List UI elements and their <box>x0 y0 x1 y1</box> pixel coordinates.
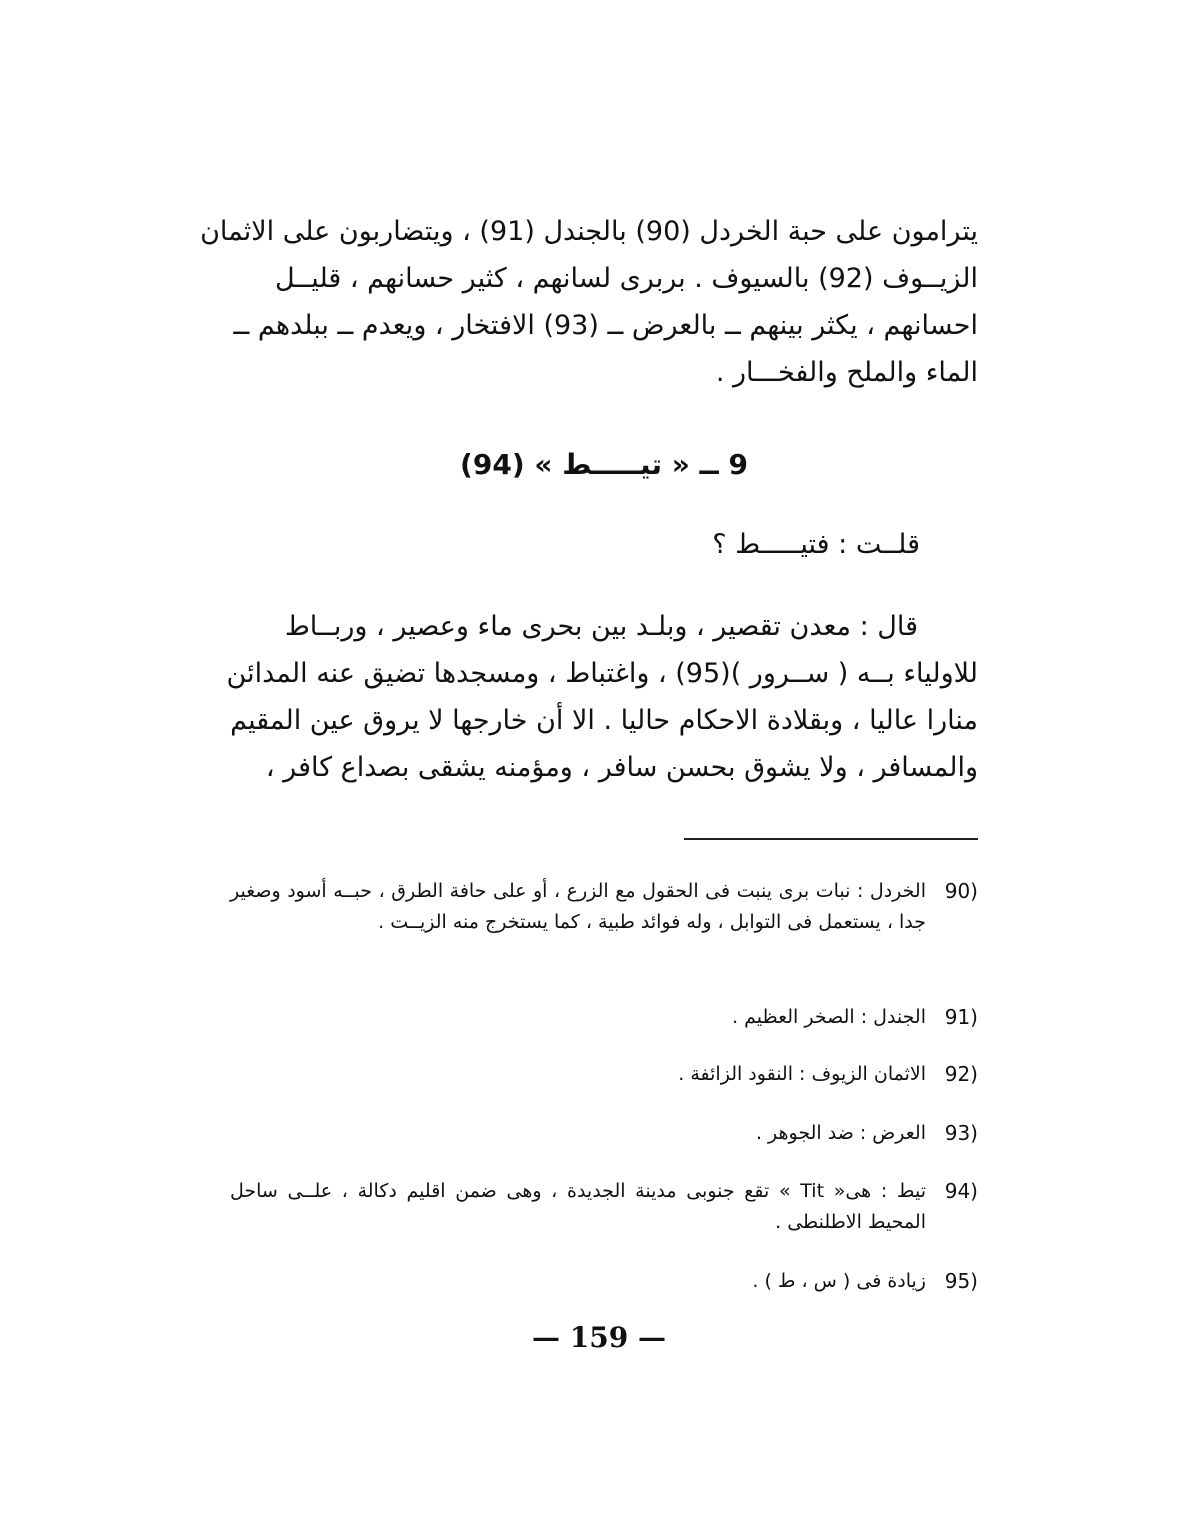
footnote <box>230 1059 978 1090</box>
paragraph-line: الزيــوف (92) بالسيوف . بربرى لسانهم ، كثير حسانهم ، قليــل <box>275 263 978 294</box>
footnote-divider <box>684 838 978 840</box>
footnote <box>230 1118 978 1149</box>
footnote <box>230 1266 978 1297</box>
paragraph-line: منارا عاليا ، وبقلادة الاحكام حاليا . الا أن خارجها لا يروق عين المقيم <box>230 705 978 736</box>
paragraph-line: يترامون على حبة الخردل (90) بالجندل (91) ، ويتضاربون على الاثمان <box>200 216 978 247</box>
footnote-number: 95) <box>944 1269 978 1293</box>
paragraph-line: قال : معدن تقصير ، وبلـد بين بحرى ماء وعصير ، وربــاط <box>284 611 918 642</box>
footnote-text: الجندل : الصخر العظيم . <box>732 1006 926 1028</box>
footnote-text: الاثمان الزيوف : النقود الزائفة . <box>678 1063 926 1085</box>
answer-paragraph <box>226 603 978 791</box>
question-line: قلــت : فتيـــــط ؟ <box>712 529 920 560</box>
footnote-text: العرض : ضد الجوهر . <box>755 1122 926 1144</box>
paragraph-line: الماء والملح والفخـــار . <box>715 357 978 388</box>
footnote-number: 92) <box>944 1062 978 1086</box>
footnote-number: 90) <box>944 879 978 903</box>
footnote <box>230 1176 978 1238</box>
page-number: — 159 — <box>532 1321 666 1354</box>
paragraph-line: احسانهم ، يكثر بينهم ــ بالعرض ــ (93) الافتخار ، ويعدم ــ ببلدهم ــ <box>233 310 978 341</box>
footnote-number: 91) <box>944 1005 978 1029</box>
footnote-text: زيادة فى ( س ، ط ) . <box>752 1270 926 1292</box>
footnote-number: 94) <box>944 1179 978 1203</box>
footnote-text: الخردل : نبات برى ينبت فى الحقول مع الزرع ، أو على حافة الطرق ، حبــه أسود وصغير جدا ، يستعمل فى التوابل ، وله فوائد طبية ، كما يستخرج منه الزيــت . <box>230 880 926 933</box>
paragraph-line: للاولياء بــه ( ســرور )(95) ، واغتباط ، ومسجدها تضيق عنه المدائن <box>226 658 978 689</box>
footnote-text: تيط : هى« Tit » تقع جنوبى مدينة الجديدة ، وهى ضمن اقليم دكالة ، علــى ساحل المحيط الاطلنطى . <box>230 1180 926 1233</box>
footnote <box>230 1002 978 1033</box>
top-paragraph <box>200 208 978 396</box>
paragraph-line: والمسافر ، ولا يشوق بحسن سافر ، ومؤمنه يشقى بصداع كافر ، <box>265 752 978 783</box>
footnote <box>230 876 978 938</box>
section-heading: 9 ــ « تيـــــط » (94) <box>460 448 748 481</box>
footnote-number: 93) <box>944 1121 978 1145</box>
